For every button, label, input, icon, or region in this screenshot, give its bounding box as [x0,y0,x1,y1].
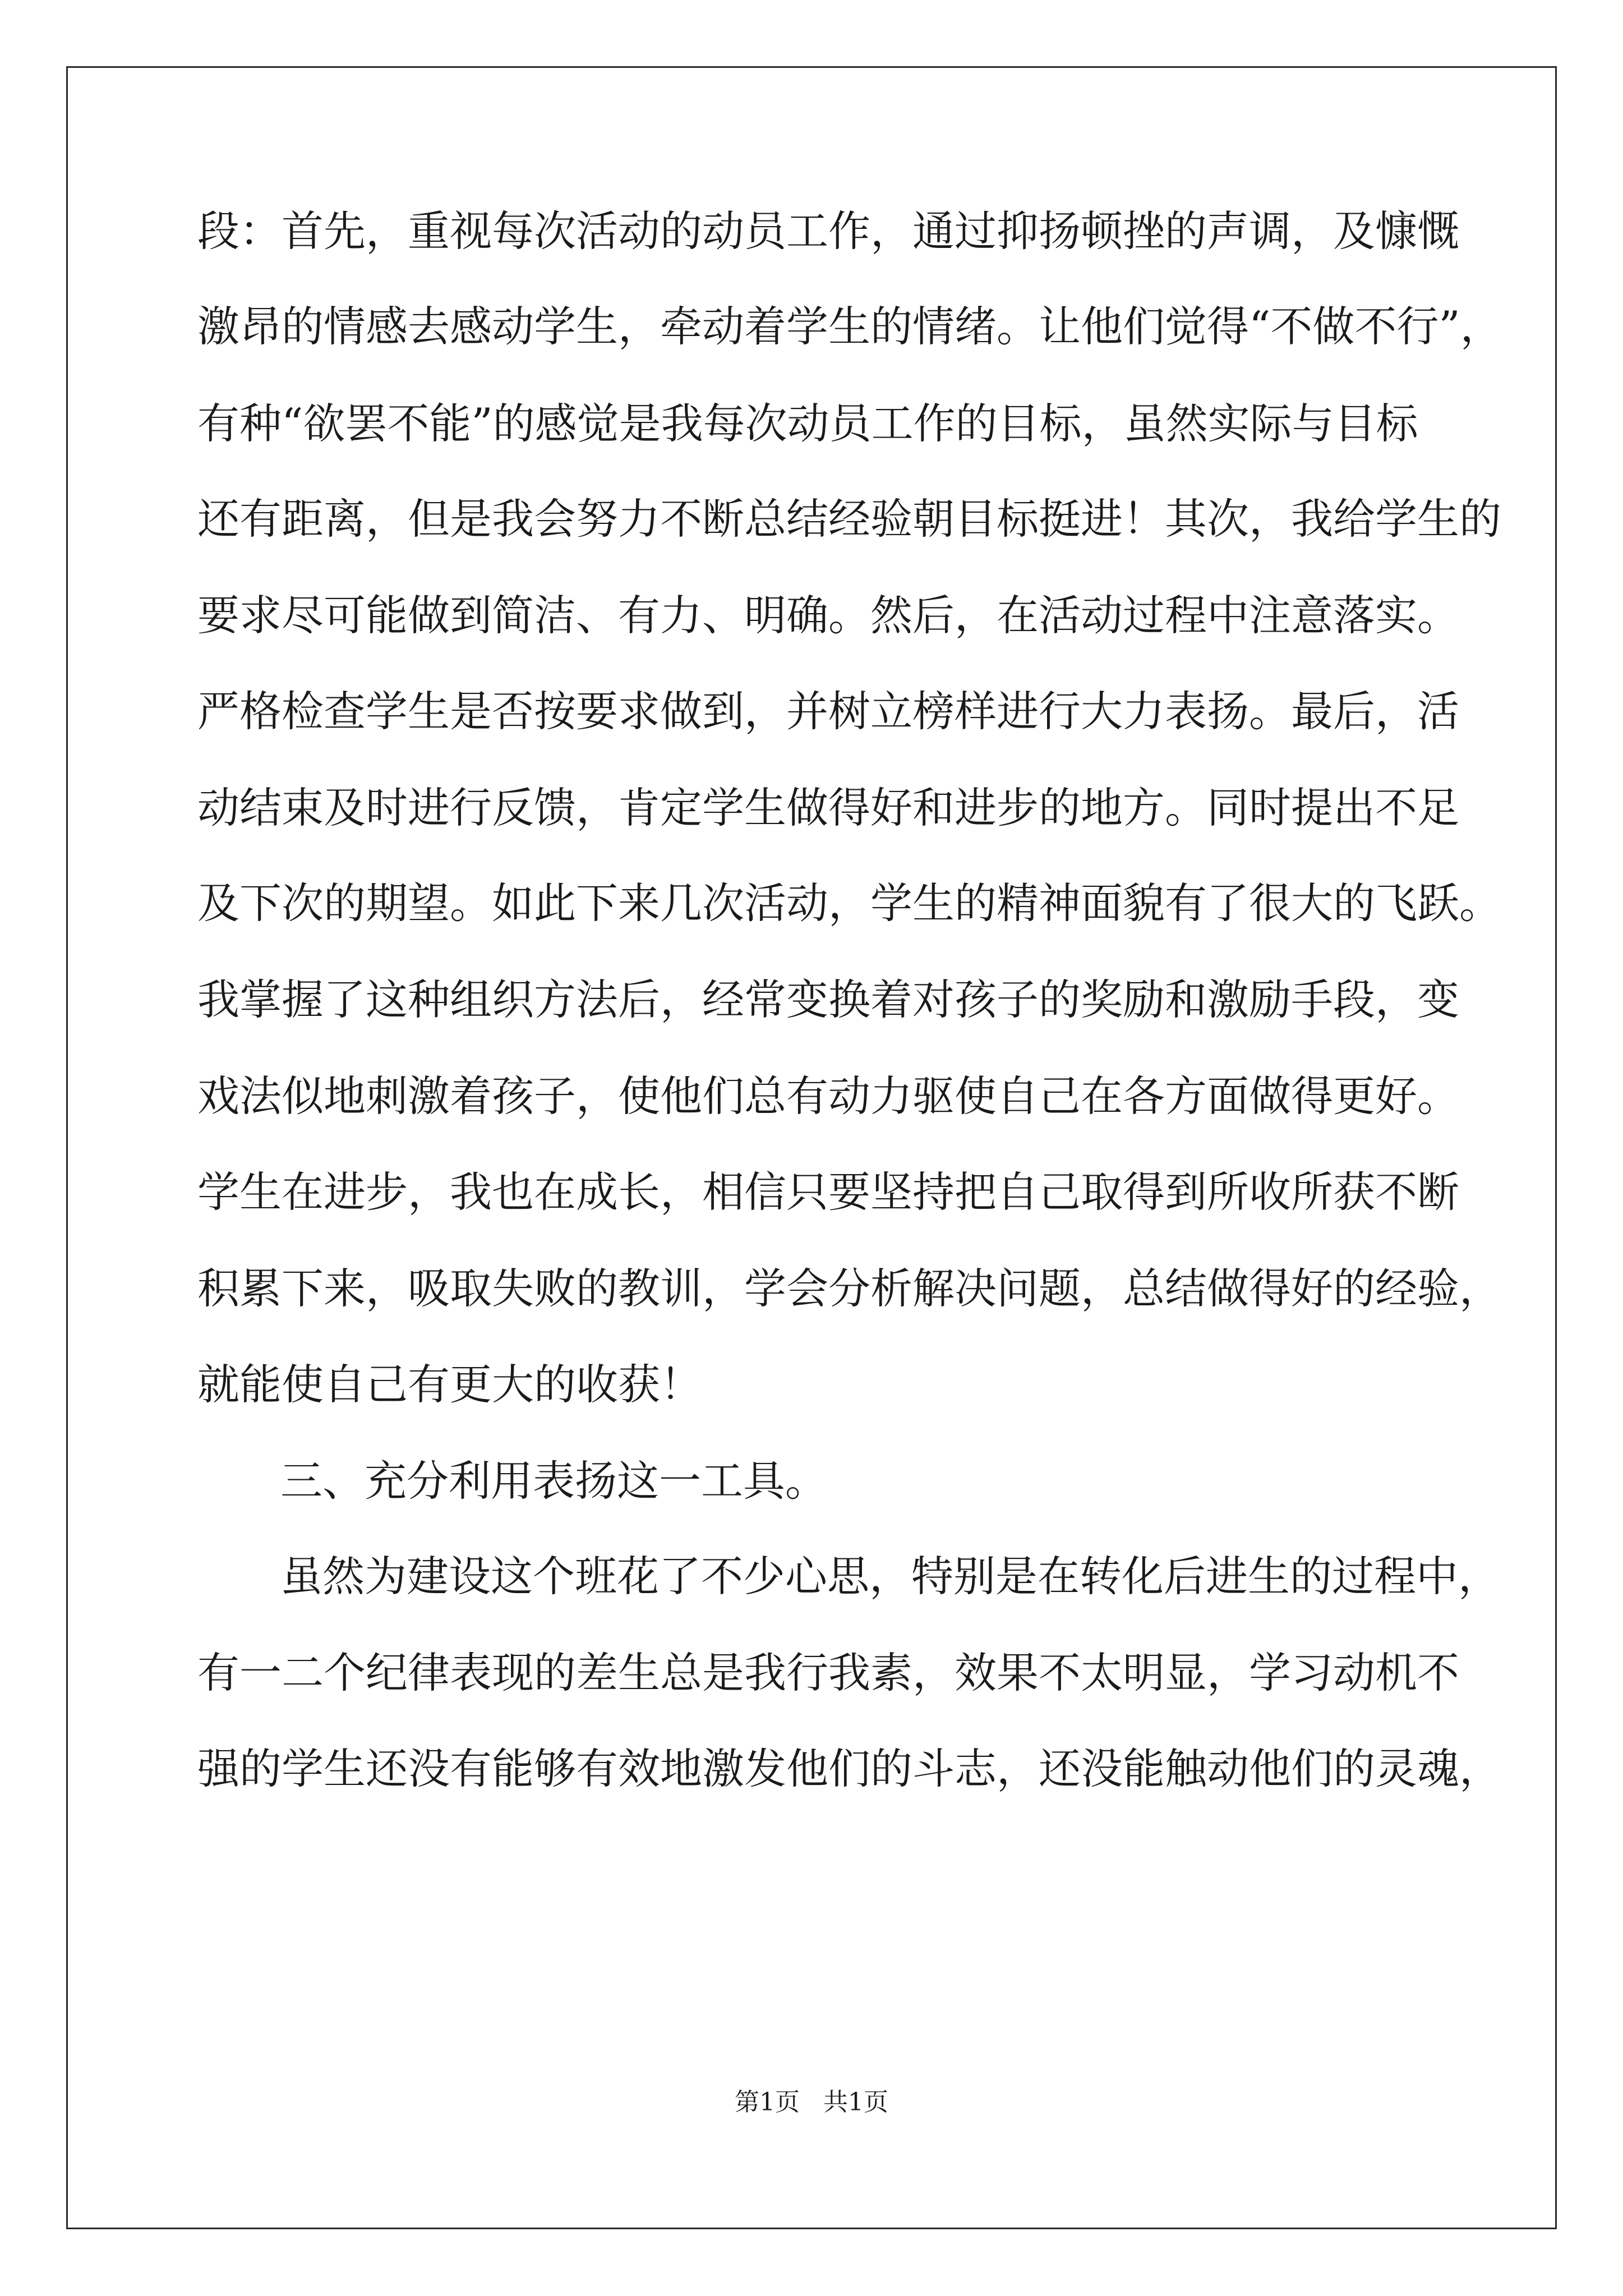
section-heading: 三、充分利用表扬这一工具。 [280,1456,828,1506]
text-line-4: 还有距离，但是我会努力不断总结经验朝目标挺进！其次，我给学生的 [197,494,1502,544]
text-line-17: 强的学生还没有能够有效地激发他们的斗志，还没能触动他们的灵魂， [197,1744,1502,1793]
text-line-7: 动结束及时进行反馈，肯定学生做得好和进步的地方。同时提出不足 [197,783,1460,832]
text-line-11: 学生在进步，我也在成长，相信只要坚持把自己取得到所收所获不断 [197,1167,1460,1217]
text-line-6: 严格检查学生是否按要求做到，并树立榜样进行大力表扬。最后，活 [197,687,1460,736]
text-line-13: 就能使自己有更大的收获！ [197,1360,703,1409]
page-number-footer: 第1页 共1页 [735,2088,888,2116]
text-line-8: 及下次的期望。如此下来几次活动，学生的精神面貌有了很大的飞跃。 [197,878,1502,928]
text-line-3: 有种“欲罢不能”的感觉是我每次动员工作的目标，虽然实际与目标 [197,399,1418,448]
text-line-5: 要求尽可能做到简洁、有力、明确。然后，在活动过程中注意落实。 [197,591,1460,640]
text-line-15: 虽然为建设这个班花了不少心思，特别是在转化后进生的过程中， [280,1552,1501,1601]
text-line-10: 戏法似地刺激着孩子，使他们总有动力驱使自己在各方面做得更好。 [197,1071,1460,1121]
text-line-16: 有一二个纪律表现的差生总是我行我素，效果不太明显，学习动机不 [197,1648,1460,1697]
text-line-1: 段：首先，重视每次活动的动员工作，通过抑扬顿挫的声调，及慷慨 [197,206,1460,256]
text-line-12: 积累下来，吸取失败的教训，学会分析解决问题，总结做得好的经验， [197,1264,1502,1313]
page-border [66,66,1557,2229]
text-line-2: 激昂的情感去感动学生，牵动着学生的情绪。让他们觉得“不做不行”， [197,302,1502,351]
text-line-9: 我掌握了这种组织方法后，经常变换着对孩子的奖励和激励手段，变 [197,975,1460,1024]
